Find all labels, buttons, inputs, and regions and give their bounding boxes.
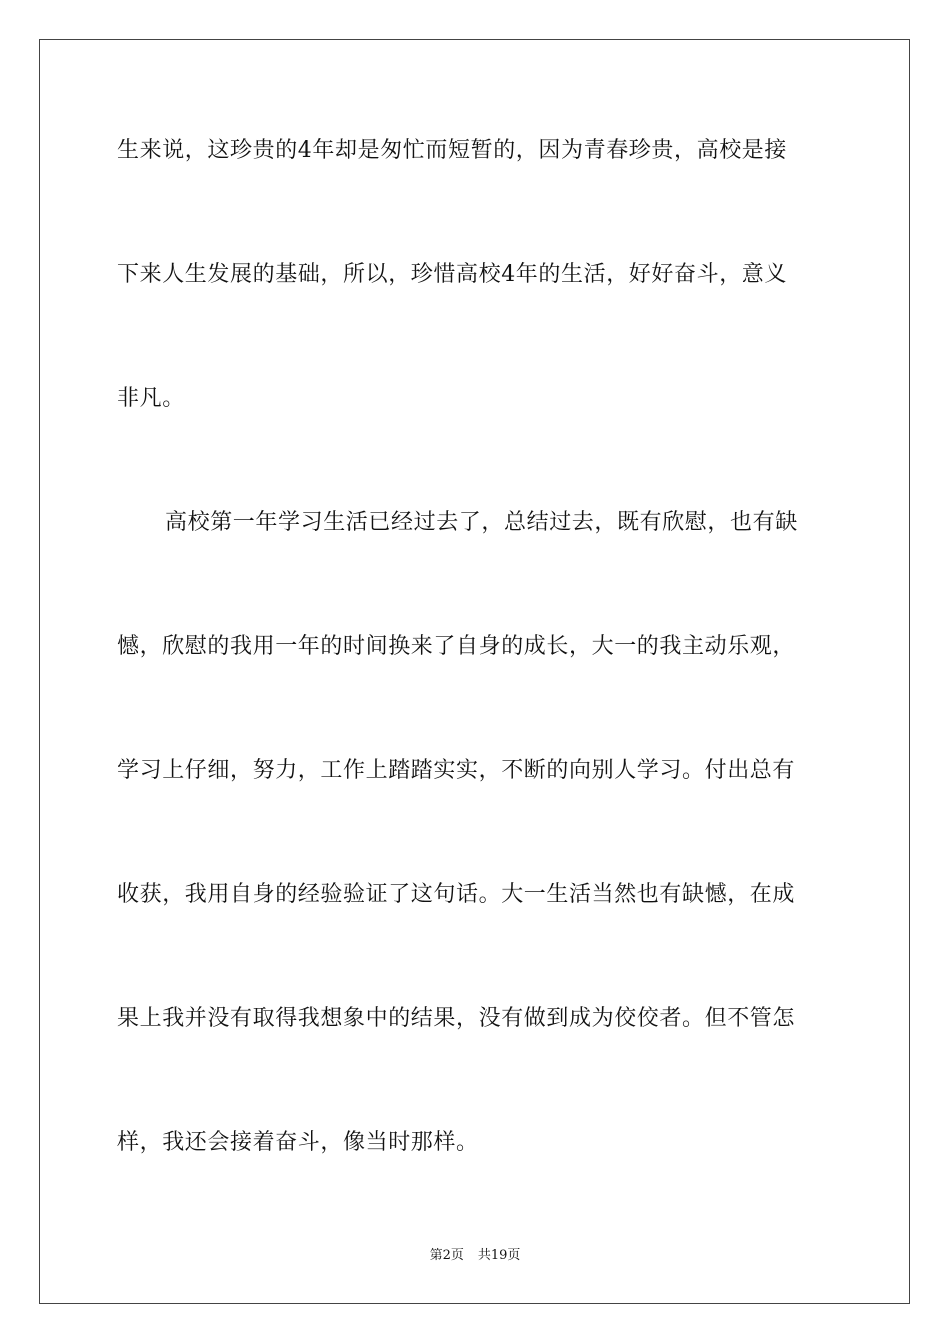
text-line: 果上我并没有取得我想象中的结果，没有做到成为佼佼者。但不管怎 xyxy=(117,1006,796,1031)
page-footer xyxy=(0,1247,950,1265)
page-border xyxy=(39,39,910,1304)
text-line: 样，我还会接着奋斗，像当时那样。 xyxy=(117,1130,479,1155)
paragraph-first-line: 高校第一年学习生活已经过去了，总结过去，既有欣慰，也有缺 xyxy=(165,510,798,535)
text-line: 非凡。 xyxy=(117,386,185,411)
text-line: 生来说，这珍贵的4年却是匆忙而短暂的，因为青春珍贵，高校是接 xyxy=(117,138,787,163)
text-line: 憾，欣慰的我用一年的时间换来了自身的成长，大一的我主动乐观， xyxy=(117,634,796,659)
text-line: 下来人生发展的基础，所以，珍惜高校4年的生活，好好奋斗，意义 xyxy=(117,262,787,287)
page-number: 第2页 xyxy=(429,1248,464,1263)
total-pages: 共19页 xyxy=(477,1248,521,1263)
text-line: 收获，我用自身的经验验证了这句话。大一生活当然也有缺憾，在成 xyxy=(117,882,796,907)
text-line: 学习上仔细，努力，工作上踏踏实实，不断的向别人学习。付出总有 xyxy=(117,758,796,783)
